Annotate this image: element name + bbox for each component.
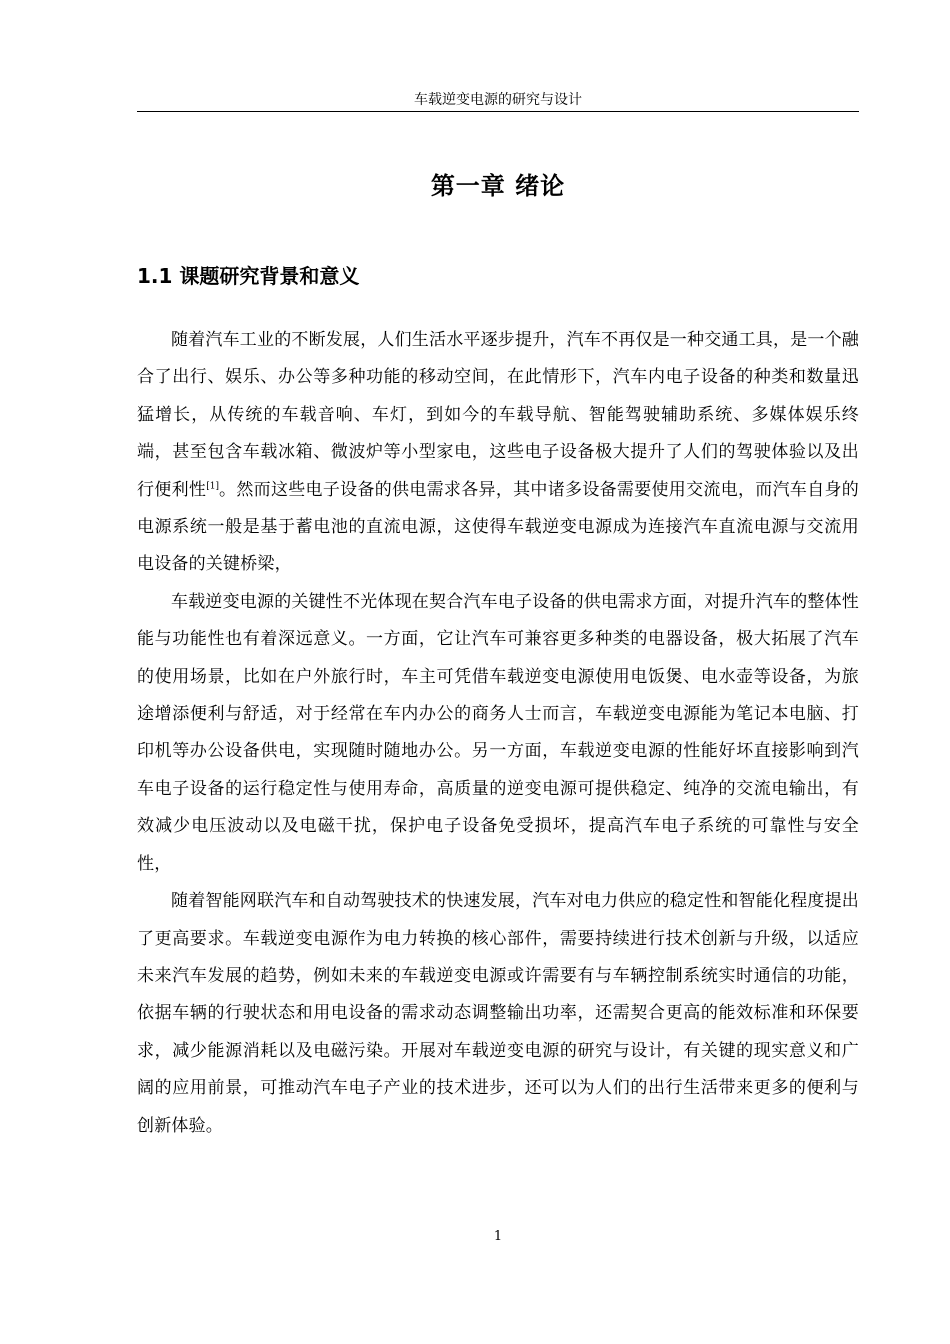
- section-title: 1.1 课题研究背景和意义: [137, 264, 360, 288]
- paragraph-3: 随着智能网联汽车和自动驾驶技术的快速发展，汽车对电力供应的稳定性和智能化程度提出了更高要求。车载逆变电源作为电力转换的核心部件，需要持续进行技术创新与升级，以适应未来汽车发展的趋势，例如未来的车载逆变电源或许需要有与车辆控制系统实时通信的功能，依据车辆的行驶状态和用电设备的需求动态调整输出功率，还需契合更高的能效标准和环保要求，减少能源消耗以及电磁污染。开展对车载逆变电源的研究与设计，有关键的现实意义和广阔的应用前景，可推动汽车电子产业的技术进步，还可以为人们的出行生活带来更多的便利与创新体验。: [137, 891, 859, 1136]
- paragraph-1: [137, 322, 859, 584]
- running-header: 车载逆变电源的研究与设计: [414, 92, 582, 108]
- page-number: 1: [493, 1229, 503, 1244]
- citation-marker[interactable]: [1]: [206, 480, 219, 491]
- body-text: [137, 322, 859, 1145]
- paragraph-1-text-b: 。然而这些电子设备的供电需求各异，其中诸多设备需要使用交流电，而汽车自身的电源系统一般是基于蓄电池的直流电源，这使得车载逆变电源成为连接汽车直流电源与交流用电设备的关键桥梁，: [137, 479, 859, 575]
- header-rule: [137, 111, 859, 112]
- paragraph-2: 车载逆变电源的关键性不光体现在契合汽车电子设备的供电需求方面，对提升汽车的整体性能与功能性也有着深远意义。一方面，它让汽车可兼容更多种类的电器设备，极大拓展了汽车的使用场景，比如在户外旅行时，车主可凭借车载逆变电源使用电饭煲、电水壶等设备，为旅途增添便利与舒适，对于经常在车内办公的商务人士而言，车载逆变电源能为笔记本电脑、打印机等办公设备供电，实现随时随地办公。另一方面，车载逆变电源的性能好坏直接影响到汽车电子设备的运行稳定性与使用寿命，高质量的逆变电源可提供稳定、纯净的交流电输出，有效减少电压波动以及电磁干扰，保护电子设备免受损坏，提高汽车电子系统的可靠性与安全性，: [137, 591, 859, 874]
- chapter-title: 第一章 绪论: [430, 172, 566, 200]
- paragraph-1-text-a: 随着汽车工业的不断发展，人们生活水平逐步提升，汽车不再仅是一种交通工具，是一个融合了出行、娱乐、办公等多种功能的移动空间，在此情形下，汽车内电子设备的种类和数量迅猛增长，从传统的车载音响、车灯，到如今的车载导航、智能驾驶辅助系统、多媒体娱乐终端，甚至包含车载冰箱、微波炉等小型家电，这些电子设备极大提升了人们的驾驶体验以及出行便利性: [137, 330, 859, 500]
